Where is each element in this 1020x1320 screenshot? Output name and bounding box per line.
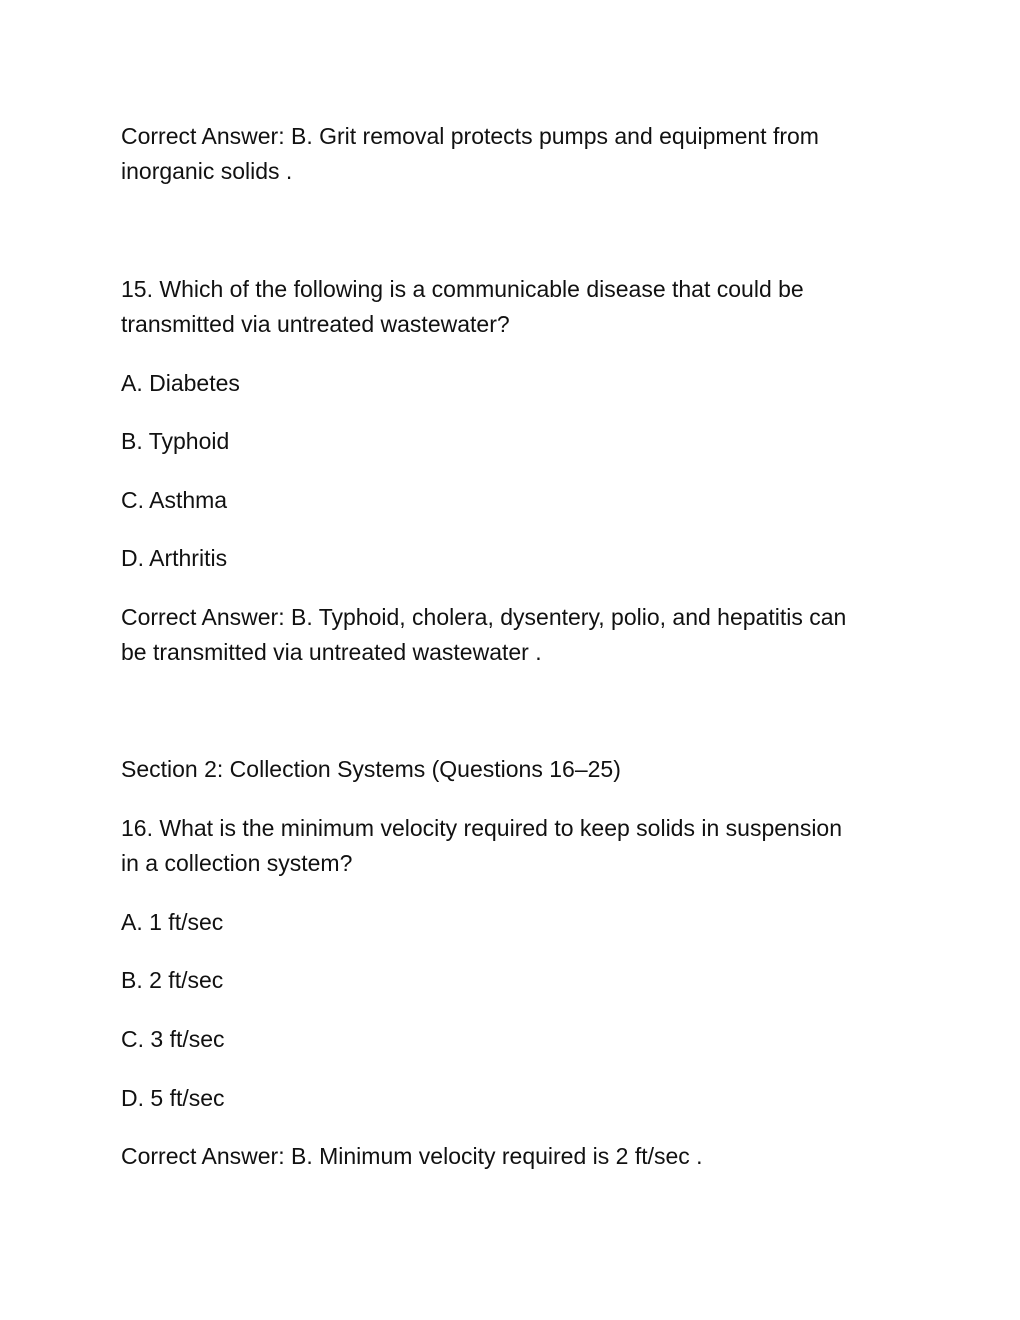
question-15-option-c: C. Asthma xyxy=(121,487,228,513)
question-16-option-d: D. 5 ft/sec xyxy=(121,1085,225,1111)
question-16-option-c: C. 3 ft/sec xyxy=(121,1026,225,1052)
question-15-option-a: A. Diabetes xyxy=(121,370,240,396)
question-16-line-1: 16. What is the minimum velocity required to keep solids in suspension xyxy=(121,815,843,841)
question-15-line-1: 15. Which of the following is a communicable disease that could be xyxy=(121,276,804,302)
question-15-option-b: B. Typhoid xyxy=(121,428,230,454)
question-16-option-a: A. 1 ft/sec xyxy=(121,909,224,935)
question-16-line-2: in a collection system? xyxy=(121,850,353,876)
section-2-heading: Section 2: Collection Systems (Questions 16–25) xyxy=(121,756,621,782)
question-15-answer-line-2: be transmitted via untreated wastewater . xyxy=(121,639,542,665)
previous-answer-line-2: inorganic solids . xyxy=(121,158,293,184)
question-15-answer-line-1: Correct Answer: B. Typhoid, cholera, dysentery, polio, and hepatitis can xyxy=(121,604,847,630)
question-16-option-b: B. 2 ft/sec xyxy=(121,967,224,993)
question-16-answer-line-1: Correct Answer: B. Minimum velocity required is 2 ft/sec . xyxy=(121,1143,703,1169)
question-15-line-2: transmitted via untreated wastewater? xyxy=(121,311,510,337)
question-15-option-d: D. Arthritis xyxy=(121,545,228,571)
previous-answer-line-1: Correct Answer: B. Grit removal protects pumps and equipment from xyxy=(121,123,819,149)
